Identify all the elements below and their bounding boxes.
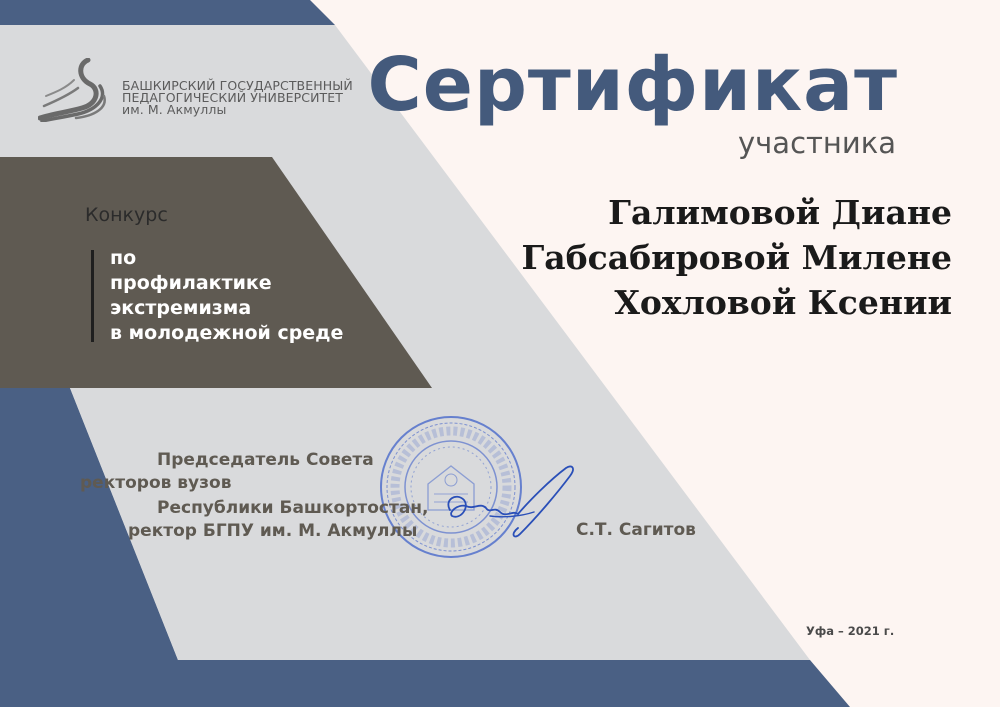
university-logo <box>38 58 378 122</box>
certificate-subtitle: участника <box>738 126 896 160</box>
university-name <box>122 80 353 116</box>
signatory-line: ректоров вузов <box>80 473 232 493</box>
university-name-line: им. М. Акмуллы <box>122 102 227 117</box>
recipient-name: Хохловой Ксении <box>614 283 952 322</box>
recipient-name: Галимовой Диане <box>608 193 952 232</box>
university-name-line: БАШКИРСКИЙ ГОСУДАРСТВЕННЫЙ <box>122 78 353 93</box>
contest-topic-line: по <box>110 247 137 269</box>
signatory-name: С.Т. Сагитов <box>576 520 696 540</box>
contest-topic <box>110 246 343 346</box>
contest-label: Конкурс <box>85 204 168 226</box>
place-and-date: Уфа – 2021 г. <box>806 624 895 638</box>
signatory-line: Республики Башкортостан, <box>157 498 429 518</box>
signatory-line: ректор БГПУ им. М. Акмуллы <box>128 521 418 541</box>
contest-topic-line: в молодежной среде <box>110 322 344 344</box>
contest-topic-line: экстремизма <box>110 297 252 319</box>
contest-topic-line: профилактике <box>110 272 272 294</box>
university-name-line: ПЕДАГОГИЧЕСКИЙ УНИВЕРСИТЕТ <box>122 90 344 105</box>
handwritten-signature-icon <box>430 460 580 540</box>
top-navy-band <box>0 0 335 25</box>
recipient-list <box>521 190 952 325</box>
contest-accent-bar <box>91 250 94 342</box>
bspu-wave-logo-icon <box>38 58 114 122</box>
recipient-name: Габсабировой Милене <box>521 238 952 277</box>
certificate-title: Сертификат <box>367 42 898 128</box>
signatory-line: Председатель Совета <box>157 450 374 470</box>
